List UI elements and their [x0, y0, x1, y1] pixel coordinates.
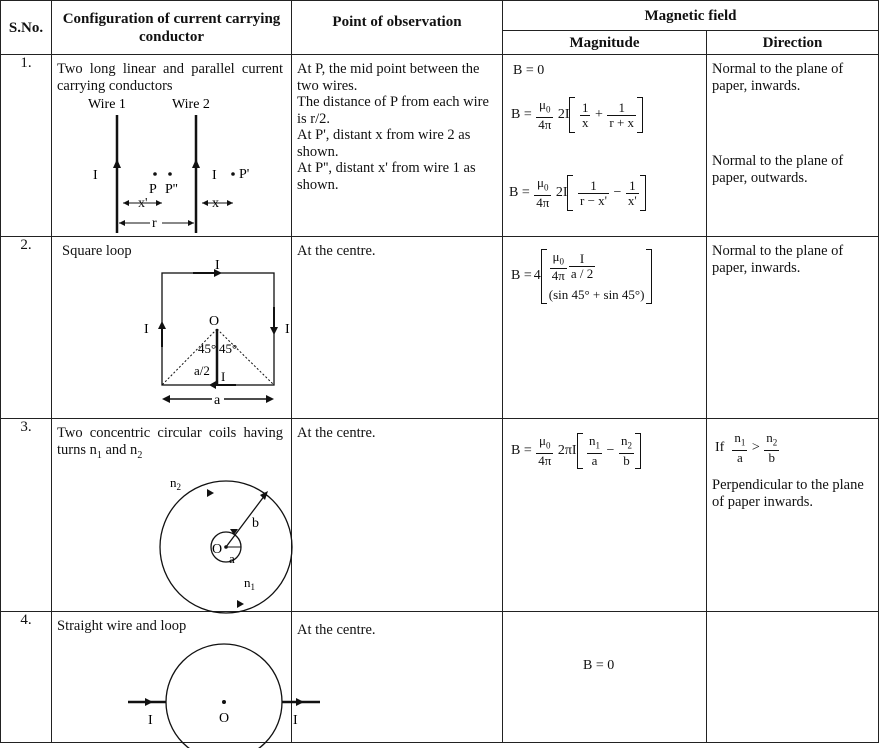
svg-text:I: I: [144, 322, 149, 337]
center-o: O: [212, 542, 223, 557]
wire2-label: Wire 2: [172, 97, 210, 112]
direction-text-1: Normal to the plane of paper, inwards.: [712, 61, 844, 94]
config-text: Two concentric circular coils having turns $n_1$ and $n_2$: [57, 425, 283, 461]
current-arrow-1: [113, 159, 121, 168]
direction-text: Normal to the plane of paper, inwards.: [712, 243, 844, 276]
direction-cell: [707, 237, 879, 419]
svg-text:I: I: [293, 713, 298, 728]
concentric-coils-diagram: [52, 459, 288, 609]
magnitude-cell: [503, 612, 707, 743]
svg-text:I: I: [215, 258, 220, 273]
point-cell: [292, 419, 503, 612]
header-field: Magnetic field: [503, 1, 879, 31]
config-cell: [52, 237, 292, 419]
center-o: O: [209, 314, 220, 329]
svg-text:45°: 45°: [219, 341, 238, 356]
dist-r: r: [152, 216, 157, 231]
header-config: Configuration of current carrying conductor: [52, 1, 292, 55]
svg-text:I: I: [285, 322, 290, 337]
row-number: 2.: [1, 237, 52, 419]
table-row: [1, 612, 879, 743]
point-cell: [292, 237, 503, 419]
config-text: Two long linear and parallel current carrying conductors: [57, 61, 283, 94]
dist-xprime: x': [138, 196, 148, 211]
header-sno: S.No.: [1, 1, 52, 55]
config-cell: [52, 612, 298, 743]
point-text: At the centre.: [297, 425, 376, 441]
magnitude-formula-square: B = 4 $\frac{\mu_0}{4\pi}$ $\frac{I}{a / 2}$ (sin 45° + sin 45°): [511, 249, 652, 304]
svg-text:b: b: [252, 516, 259, 531]
config-text: Square loop: [62, 243, 132, 259]
direction-condition: If $\frac{n_1}{a}$ > $\frac{n_2}{b}$: [715, 430, 778, 465]
config-cell: [52, 55, 292, 237]
square-loop-diagram: [52, 257, 288, 417]
svg-text:45°: 45°: [198, 341, 217, 356]
magnitude-zero: B = 0: [583, 658, 615, 673]
table-row: [1, 237, 879, 419]
point-text: At the centre.: [297, 243, 376, 259]
header-point: Point of observation: [292, 1, 503, 55]
point-text: At the centre.: [297, 622, 376, 638]
point-text: At P, the mid point between the two wires. The distance of P from each wire is r/2. At P', distant x from wire 2 as shown. At P'', distant x' from wire 1 as shown.: [297, 61, 489, 193]
magnitude-formula-coils: B = $\frac{\mu_0}{4\pi}$ 2πI $\frac{n_1}{a}$ − $\frac{n_2}{b}$: [511, 433, 641, 469]
config-cell: [52, 419, 292, 612]
current-label-2: I: [212, 168, 217, 183]
parallel-wires-diagram: [52, 95, 288, 235]
direction-text: Perpendicular to the plane of paper inwards.: [712, 477, 864, 510]
svg-text:a: a: [229, 551, 235, 566]
outer-turns: $n_2$: [170, 475, 181, 492]
row-number: 3.: [1, 419, 52, 612]
point-cell: [292, 55, 503, 237]
current-label-1: I: [93, 168, 98, 183]
center-o: O: [219, 711, 230, 726]
table-row: [1, 55, 879, 237]
row-number: 4.: [1, 612, 52, 743]
direction-cell: [707, 419, 879, 612]
point-p: P: [149, 182, 157, 197]
header-direction: Direction: [707, 31, 879, 55]
table-row: [1, 419, 879, 612]
magnitude-formula-p-double: B = $\frac{\mu_0}{4\pi}$ 2I $\frac{1}{r - x'}$ − $\frac{1}{x'}$: [509, 175, 646, 211]
wire1-label: Wire 1: [88, 97, 126, 112]
magnitude-zero: B = 0: [513, 63, 545, 78]
header-magnitude: Magnitude: [503, 31, 707, 55]
direction-text-2: Normal to the plane of paper, outwards.: [712, 153, 844, 186]
direction-cell: [707, 55, 879, 237]
point-p-double: P'': [165, 182, 178, 197]
direction-cell: [707, 612, 879, 743]
magnitude-cell: [503, 419, 707, 612]
current-arrow-2: [192, 159, 200, 168]
row-number: 1.: [1, 55, 52, 237]
loop-circle: [166, 644, 282, 748]
magnitude-cell: [503, 237, 707, 419]
dist-x: x: [212, 196, 219, 211]
svg-text:a/2: a/2: [194, 363, 210, 378]
config-text: Straight wire and loop: [57, 618, 187, 634]
point-cell: [292, 612, 503, 743]
side-a: a: [214, 393, 221, 408]
magnitude-formula-p-prime: B = $\frac{\mu_0}{4\pi}$ 2I $\frac{1}{x}$ + $\frac{1}{r + x}$: [511, 97, 643, 133]
svg-text:I: I: [148, 713, 153, 728]
magnitude-cell: [503, 55, 707, 237]
svg-text:I: I: [221, 369, 226, 384]
point-p-prime: P': [239, 167, 250, 182]
inner-turns: $n_1$: [244, 575, 255, 592]
wire-loop-diagram: [52, 638, 298, 748]
